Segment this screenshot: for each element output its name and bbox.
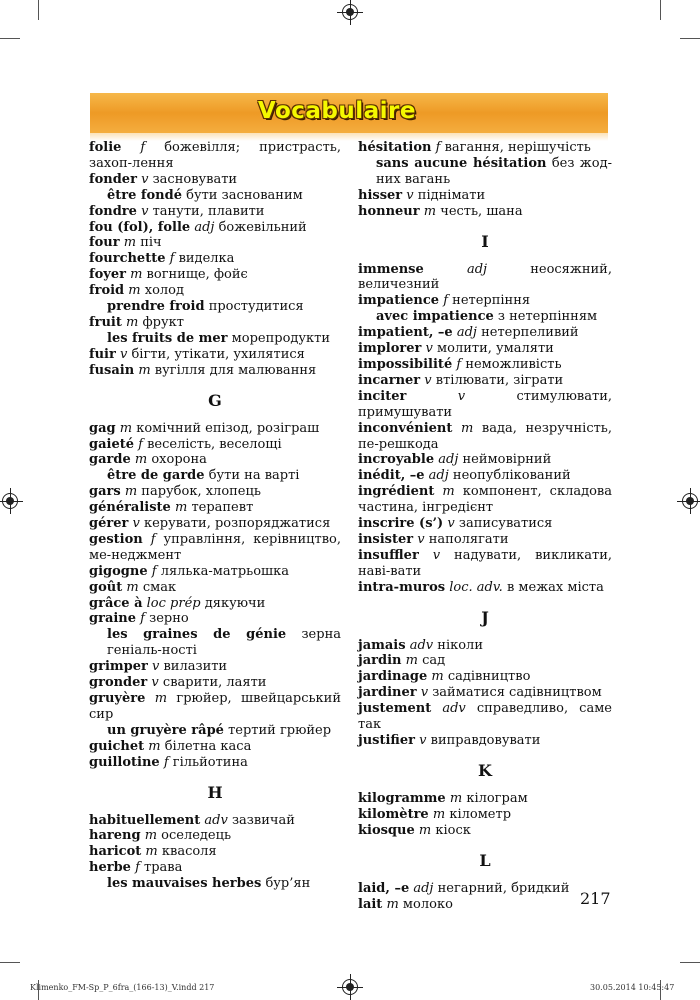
- grammar-tag: f: [443, 293, 449, 309]
- translation: в межах міста: [506, 579, 604, 595]
- footer-file-info: Klimenko_FM-Sp_P_6fra_(166-13)_V.indd 217: [30, 983, 215, 992]
- translation: дякуючи: [204, 595, 266, 611]
- left-column: [89, 140, 341, 892]
- vocab-entry: [89, 315, 341, 331]
- headword: impossibilité: [358, 356, 453, 372]
- vocab-entry: [358, 389, 612, 421]
- headword: foyer: [89, 267, 126, 283]
- section-letter: K: [478, 760, 492, 780]
- headword: gestion: [89, 531, 143, 547]
- translation: оселедець: [161, 828, 232, 844]
- vocab-entry: [358, 204, 612, 220]
- vocab-entry: [358, 421, 612, 453]
- vocab-entry: [89, 611, 341, 627]
- headword: immense: [358, 261, 424, 277]
- headword: guillotine: [89, 754, 160, 770]
- vocab-entry: [358, 357, 612, 373]
- translation: піч: [140, 235, 162, 251]
- headword: jardinage: [358, 669, 428, 685]
- registration-mark-icon: [342, 4, 358, 20]
- grammar-tag: m: [145, 844, 158, 860]
- headword: hareng: [89, 828, 141, 844]
- grammar-tag: v: [419, 733, 427, 748]
- headword: incroyable: [358, 452, 435, 468]
- grammar-tag: m: [423, 203, 437, 219]
- vocab-entry: [358, 791, 612, 807]
- translation: нетерпіння: [452, 293, 531, 309]
- headword: kilogramme: [358, 790, 446, 806]
- headword: inscrire (s’): [358, 516, 444, 532]
- grammar-tag: m: [431, 669, 444, 685]
- registration-mark-icon: [342, 979, 358, 995]
- translation: морепродукти: [231, 330, 331, 346]
- grammar-tag: m: [418, 822, 432, 838]
- translation: трава: [144, 860, 183, 876]
- crop-mark: [680, 962, 700, 963]
- vocab-entry: [89, 828, 341, 844]
- section-letter: L: [479, 850, 491, 870]
- headword: fondre: [89, 203, 137, 219]
- footer-date: 30.05.2014 10:45:47: [590, 983, 675, 992]
- translation: негарний, бридкий: [437, 880, 570, 896]
- headword: gars: [89, 484, 121, 500]
- headword: être fondé: [107, 187, 182, 203]
- grammar-tag: v: [141, 203, 149, 219]
- grammar-tag: adv: [442, 701, 466, 717]
- vocab-entry: [358, 669, 612, 685]
- translation: молити, умаляти: [437, 341, 554, 357]
- headword: hésitation: [358, 140, 432, 155]
- translation: комічний епізод, розіграш: [136, 420, 320, 436]
- vocab-entry: [89, 220, 341, 236]
- headword: folie: [89, 140, 122, 155]
- grammar-tag: v: [132, 516, 140, 532]
- vocab-entry: [89, 235, 341, 251]
- headword: goût: [89, 579, 123, 595]
- grammar-tag: f: [169, 251, 175, 267]
- vocab-entry: [358, 341, 612, 357]
- headword: kiosque: [358, 822, 415, 838]
- headword: insister: [358, 531, 414, 547]
- headword: ingrédient: [358, 484, 435, 500]
- translation: неосяжний, величезний: [358, 261, 612, 293]
- vocab-entry: [89, 844, 341, 860]
- headword: fuir: [89, 346, 116, 362]
- vocab-entry: [89, 452, 341, 468]
- vocab-entry: [89, 500, 341, 516]
- translation: піднімати: [417, 187, 486, 203]
- vocab-entry: [89, 860, 341, 876]
- translation: ніколи: [437, 637, 483, 653]
- crop-mark: [38, 0, 39, 20]
- section-letter: H: [207, 782, 223, 802]
- grammar-tag: f: [151, 563, 157, 579]
- headword: les fruits de mer: [107, 330, 228, 346]
- grammar-tag: v: [119, 346, 128, 362]
- headword: lait: [358, 896, 383, 912]
- headword: fruit: [89, 314, 122, 330]
- vocab-entry: [89, 204, 341, 220]
- registration-mark-icon: [682, 493, 698, 509]
- translation: сад: [422, 653, 446, 669]
- grammar-tag: f: [456, 356, 462, 372]
- vocab-entry: [358, 516, 612, 532]
- headword: kilomètre: [358, 806, 429, 822]
- headword: intra-muros: [358, 579, 446, 595]
- translation: неймовірний: [462, 452, 552, 468]
- grammar-tag: m: [134, 452, 148, 468]
- translation: квасоля: [161, 844, 217, 860]
- translation: бігти, утікати, ухилятися: [131, 346, 305, 362]
- headword: gérer: [89, 516, 129, 532]
- banner-title: Vocabulaire: [257, 98, 416, 124]
- vocab-subentry: [89, 468, 341, 484]
- registration-mark-icon: [2, 493, 18, 509]
- translation: божевілля; пристрасть, захоп-лення: [89, 140, 341, 171]
- grammar-tag: adv: [409, 637, 434, 653]
- grammar-tag: adj: [413, 880, 434, 896]
- headword: fusain: [89, 362, 135, 378]
- vocab-subentry: [358, 309, 612, 325]
- vocab-entry: [89, 813, 341, 829]
- headword: four: [89, 235, 120, 251]
- vocab-entry: [89, 564, 341, 580]
- section-letter: I: [481, 231, 489, 251]
- headword: impatient, –e: [358, 325, 453, 341]
- headword: laid, –e: [358, 880, 410, 896]
- vocab-entry: [358, 373, 612, 389]
- grammar-tag: adj: [428, 468, 449, 484]
- vocab-entry: [89, 347, 341, 363]
- grammar-tag: m: [449, 790, 463, 806]
- grammar-tag: adv: [204, 812, 228, 828]
- crop-mark: [0, 962, 20, 963]
- right-column: [358, 140, 612, 912]
- translation: вада, незручність, пе-решкода: [358, 420, 612, 452]
- headword: gigogne: [89, 563, 148, 579]
- translation: наполягати: [428, 531, 509, 547]
- translation: надувати, викликати, наві-вати: [358, 547, 612, 579]
- vocab-entry: [358, 548, 612, 580]
- translation: неможливість: [465, 356, 562, 372]
- vocab-entry: [358, 452, 612, 468]
- headword: implorer: [358, 341, 422, 357]
- vocab-entry: [358, 653, 612, 669]
- translation: засновувати: [152, 171, 238, 187]
- translation: простудитися: [208, 299, 304, 315]
- translation: божевільний: [218, 219, 307, 235]
- translation: записуватися: [458, 516, 553, 532]
- grammar-tag: m: [432, 806, 446, 822]
- translation: білетна каса: [164, 738, 252, 754]
- translation: зерно: [149, 611, 189, 627]
- translation: холод: [144, 283, 184, 299]
- vocab-entry: [358, 685, 612, 701]
- translation: танути, плавити: [152, 203, 265, 219]
- vocab-entry: [358, 140, 612, 156]
- translation: терапевт: [191, 500, 254, 516]
- vocab-subentry: [89, 331, 341, 347]
- headword: hisser: [358, 187, 403, 203]
- grammar-tag: v: [406, 187, 414, 203]
- grammar-tag: f: [435, 140, 441, 155]
- headword: un gruyère râpé: [107, 722, 224, 738]
- headword: gruyère: [89, 691, 146, 706]
- translation: кіоск: [435, 822, 471, 838]
- vocab-entry: [89, 283, 341, 299]
- translation: охорона: [151, 452, 207, 468]
- headword: garde: [89, 452, 131, 468]
- grammar-tag: v: [151, 675, 159, 691]
- translation: вогнище, фойє: [146, 267, 248, 283]
- headword: graine: [89, 611, 137, 627]
- translation: займатися садівництвом: [432, 685, 602, 701]
- grammar-tag: v: [457, 388, 466, 404]
- headword: généraliste: [89, 500, 171, 516]
- headword: gaieté: [89, 436, 134, 452]
- grammar-tag: adj: [456, 325, 477, 341]
- translation: бути на варті: [208, 468, 300, 484]
- vocab-subentry: [89, 876, 341, 892]
- vocab-entry: [89, 739, 341, 755]
- grammar-tag: f: [163, 754, 169, 770]
- translation: гільйотина: [172, 754, 248, 770]
- crop-mark: [680, 38, 700, 39]
- headword: fou (fol), folle: [89, 219, 191, 235]
- vocab-entry: [89, 659, 341, 675]
- headword: haricot: [89, 844, 142, 860]
- vocab-subentry: [89, 723, 341, 739]
- headword: grâce à: [89, 595, 143, 611]
- translation: фрукт: [142, 314, 184, 330]
- translation: неопублікований: [452, 468, 571, 484]
- grammar-tag: m: [124, 484, 138, 500]
- grammar-tag: v: [151, 659, 160, 675]
- headword: les mauvaises herbes: [107, 876, 262, 892]
- vocabulary-banner: [90, 93, 608, 133]
- vocab-entry: [358, 484, 612, 516]
- headword: guichet: [89, 738, 145, 754]
- grammar-tag: f: [150, 531, 156, 547]
- vocab-entry: [358, 897, 612, 913]
- headword: gronder: [89, 675, 148, 691]
- grammar-tag: f: [138, 436, 143, 452]
- translation: парубок, хлопець: [141, 484, 261, 500]
- translation: бути заснованим: [186, 187, 303, 203]
- vocab-subentry: [358, 156, 612, 188]
- translation: виделка: [178, 251, 235, 267]
- vocab-entry: [89, 267, 341, 283]
- translation: виправдовувати: [430, 733, 541, 748]
- headword: froid: [89, 283, 125, 299]
- vocab-entry: [358, 325, 612, 341]
- translation: кілограм: [466, 790, 528, 806]
- headword: justement: [358, 701, 432, 717]
- grammar-tag: m: [154, 691, 168, 706]
- vocab-entry: [358, 188, 612, 204]
- grammar-tag: adj: [466, 261, 488, 277]
- vocab-subentry: [89, 299, 341, 315]
- translation: честь, шана: [440, 203, 523, 219]
- grammar-tag: v: [447, 516, 455, 532]
- vocab-entry: [89, 675, 341, 691]
- vocab-entry: [89, 691, 341, 723]
- grammar-tag: m: [125, 314, 139, 330]
- grammar-tag: m: [130, 267, 143, 283]
- grammar-tag: m: [144, 828, 158, 844]
- vocab-entry: [358, 881, 612, 897]
- grammar-tag: v: [141, 171, 149, 187]
- headword: fonder: [89, 171, 137, 187]
- headword: grimper: [89, 659, 148, 675]
- headword: les graines de génie: [107, 627, 287, 643]
- grammar-tag: adj: [194, 219, 215, 235]
- grammar-tag: m: [126, 579, 139, 595]
- grammar-tag: f: [135, 860, 140, 876]
- grammar-tag: loc prép: [146, 595, 201, 611]
- vocab-entry: [89, 421, 341, 437]
- translation: бур’ян: [265, 876, 311, 892]
- headword: jardin: [358, 653, 402, 669]
- vocab-entry: [89, 363, 341, 379]
- vocab-subentry: [89, 627, 341, 659]
- translation: вилазити: [163, 659, 228, 675]
- vocab-entry: [358, 807, 612, 823]
- headword: sans aucune hésitation: [376, 155, 547, 171]
- grammar-tag: m: [148, 738, 161, 754]
- grammar-tag: m: [138, 362, 151, 378]
- headword: prendre froid: [107, 299, 205, 315]
- vocab-entry: [358, 580, 612, 596]
- vocab-entry: [358, 638, 612, 654]
- grammar-tag: v: [417, 531, 425, 547]
- vocab-entry: [358, 532, 612, 548]
- vocab-entry: [89, 172, 341, 188]
- grammar-tag: f: [140, 140, 146, 155]
- translation: зазвичай: [231, 812, 295, 828]
- translation: втілювати, зіграти: [435, 372, 564, 388]
- translation: управління, керівництво, ме-неджмент: [89, 531, 341, 563]
- vocab-entry: [89, 516, 341, 532]
- translation: стимулювати, примушувати: [358, 388, 612, 420]
- vocab-entry: [358, 293, 612, 309]
- headword: inconvénient: [358, 420, 453, 436]
- grammar-tag: adj: [438, 452, 459, 468]
- headword: incarner: [358, 372, 421, 388]
- grammar-tag: m: [460, 420, 474, 436]
- grammar-tag: v: [425, 341, 433, 357]
- translation: смак: [142, 579, 177, 595]
- headword: honneur: [358, 203, 420, 219]
- translation: вагання, нерішучість: [444, 140, 591, 155]
- translation: сварити, лаяти: [162, 675, 267, 691]
- grammar-tag: m: [174, 500, 188, 516]
- translation: нетерпеливий: [481, 325, 579, 341]
- headword: herbe: [89, 860, 131, 876]
- translation: зерна геніаль-ності: [107, 627, 341, 659]
- grammar-tag: loc. adv.: [449, 579, 503, 595]
- translation: кілометр: [449, 806, 512, 822]
- translation: грюйер, швейцарський сир: [89, 691, 342, 722]
- page-number: 217: [580, 889, 611, 908]
- headword: être de garde: [107, 468, 205, 484]
- grammar-tag: v: [424, 372, 432, 388]
- headword: insuffler: [358, 547, 419, 563]
- vocab-entry: [89, 596, 341, 612]
- headword: jamais: [358, 637, 406, 653]
- vocab-entry: [89, 437, 341, 453]
- grammar-tag: m: [123, 235, 137, 251]
- section-letter: J: [481, 607, 489, 627]
- headword: habituellement: [89, 812, 201, 828]
- headword: avec impatience: [376, 309, 494, 325]
- translation: вугілля для малювання: [154, 362, 317, 378]
- translation: справедливо, саме так: [358, 701, 612, 733]
- grammar-tag: m: [405, 653, 418, 669]
- vocab-entry: [358, 701, 612, 733]
- headword: fourchette: [89, 251, 166, 267]
- grammar-tag: v: [432, 547, 441, 563]
- vocab-entry: [358, 262, 612, 294]
- translation: молоко: [402, 896, 453, 912]
- grammar-tag: m: [442, 484, 455, 500]
- headword: impatience: [358, 293, 440, 309]
- grammar-tag: f: [140, 611, 145, 627]
- translation: без жод-них вагань: [376, 155, 612, 187]
- grammar-tag: v: [420, 685, 429, 701]
- translation: садівництво: [447, 669, 531, 685]
- translation: з нетерпінням: [497, 309, 598, 325]
- grammar-tag: m: [386, 896, 399, 912]
- vocab-entry: [89, 532, 341, 564]
- translation: компонент, складова частина, інгредієнт: [358, 484, 612, 516]
- vocab-entry: [89, 580, 341, 596]
- vocab-entry: [358, 468, 612, 484]
- translation: керувати, розпоряджатися: [143, 516, 331, 532]
- vocab-entry: [89, 251, 341, 267]
- vocab-entry: [89, 755, 341, 771]
- section-letter: G: [208, 390, 222, 410]
- vocab-entry: [89, 140, 341, 172]
- grammar-tag: m: [128, 283, 141, 299]
- headword: jardiner: [358, 685, 417, 701]
- translation: тертий грюйер: [228, 722, 332, 738]
- translation: веселість, веселощі: [147, 436, 282, 452]
- headword: inciter: [358, 388, 407, 404]
- crop-mark: [660, 0, 661, 20]
- headword: gag: [89, 420, 116, 436]
- vocab-subentry: [89, 188, 341, 204]
- headword: inédit, –e: [358, 468, 425, 484]
- crop-mark: [0, 38, 20, 39]
- vocab-entry: [358, 733, 612, 749]
- headword: justifier: [358, 733, 415, 748]
- translation: лялька-матрьошка: [160, 563, 290, 579]
- grammar-tag: m: [119, 420, 133, 436]
- vocab-entry: [89, 484, 341, 500]
- vocab-entry: [358, 823, 612, 839]
